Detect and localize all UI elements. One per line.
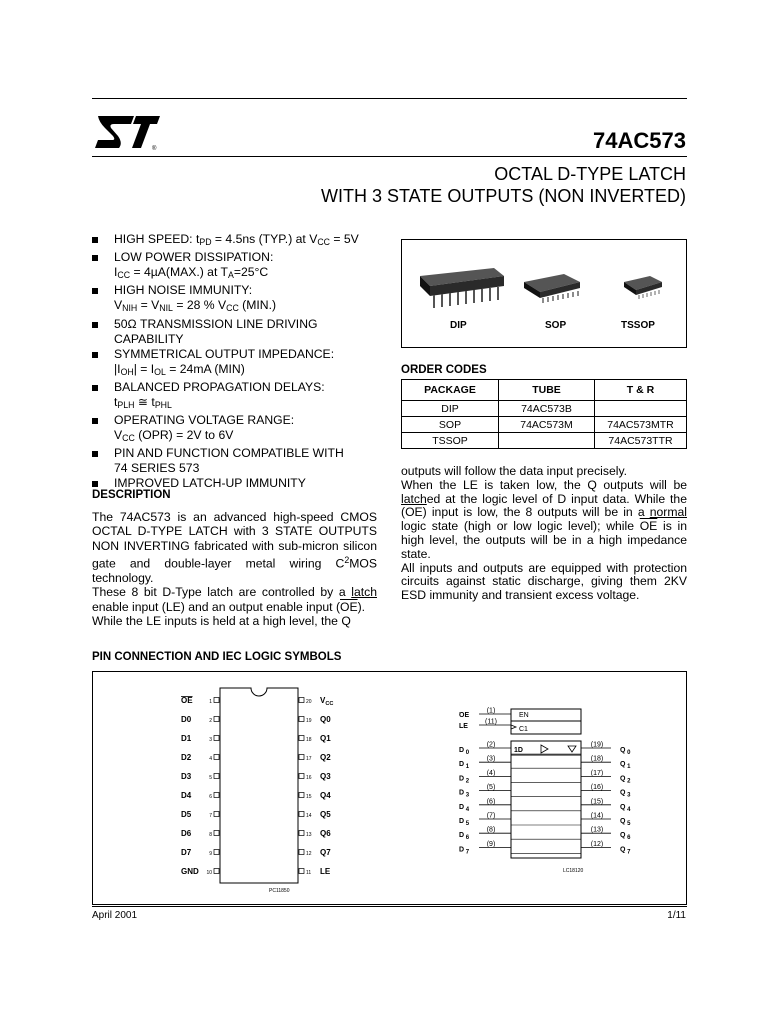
pin-label: OE	[181, 696, 193, 705]
pin-number: (12)	[590, 840, 604, 848]
iec-logic-symbol	[459, 708, 631, 875]
title-rule	[92, 156, 687, 157]
pin-stub	[214, 717, 219, 722]
pin-stub	[299, 812, 304, 817]
part-number: 74AC573	[593, 128, 686, 153]
pin-label: D 1	[459, 761, 470, 771]
table-cell: 74AC573B	[499, 401, 595, 417]
table-cell: SOP	[402, 417, 499, 433]
pin-label: D1	[181, 734, 192, 743]
pin-label: D2	[181, 753, 192, 762]
feature-item: BALANCED PROPAGATION DELAYS: $t_{PLH}$ ≅ $t_{PHL}$	[92, 380, 382, 413]
pin-label: Q5	[320, 810, 331, 819]
sop-package-image	[524, 274, 580, 303]
package-label-tssop: TSSOP	[621, 320, 655, 331]
pin-stub	[214, 869, 219, 874]
feature-item: HIGH SPEED: $t_{PD} = 4.5ns$ (TYP.) at $V_{CC} = 5V$	[92, 232, 382, 250]
tssop-package-image	[624, 276, 662, 299]
pin-number: (14)	[590, 812, 604, 820]
pin-stub	[214, 755, 219, 760]
pin-number: 14	[306, 813, 312, 819]
order-codes-table	[401, 379, 687, 449]
package-label-sop: SOP	[545, 320, 567, 331]
pin-stub	[214, 774, 219, 779]
table-header: TUBE	[499, 380, 595, 401]
pin-number: (1)	[486, 707, 496, 715]
pin-label: LE	[320, 867, 331, 876]
pin-stub	[214, 850, 219, 855]
pin-label: D 3	[459, 789, 470, 799]
table-cell: 74AC573TTR	[595, 433, 687, 449]
footer-date: April 2001	[92, 910, 138, 921]
table-cell	[499, 433, 595, 449]
order-codes-title: ORDER CODES	[401, 364, 487, 376]
pin-number: (15)	[590, 798, 604, 806]
pin-label: Q 6	[620, 832, 631, 842]
pin-diagrams-box	[92, 671, 687, 905]
pin-label: D5	[181, 810, 192, 819]
feature-item: 50Ω TRANSMISSION LINE DRIVING CAPABILITY	[92, 317, 382, 347]
dip-pinout-diagram	[181, 688, 333, 894]
table-header: PACKAGE	[402, 380, 499, 401]
pin-label: D 5	[459, 818, 470, 827]
st-logo	[92, 110, 164, 154]
pin-number: (11)	[485, 718, 497, 726]
pin-number: 20	[306, 699, 312, 705]
footer-rule	[92, 906, 687, 907]
pin-diagrams	[93, 672, 688, 906]
pin-label: Q 2	[620, 775, 631, 785]
pin-number: 19	[306, 718, 312, 724]
package-drawings	[402, 240, 688, 349]
pin-label: D3	[181, 772, 192, 781]
pin-stub	[214, 831, 219, 836]
feature-item: IMPROVED LATCH-UP IMMUNITY	[92, 476, 382, 491]
feature-item: HIGH NOISE IMMUNITY: $V_{NIH} = V_{NIL} = 28$ % $V_{CC}$ (MIN.)	[92, 283, 382, 316]
clock-triangle-icon	[511, 725, 516, 729]
table-cell: 74AC573M	[499, 417, 595, 433]
iec-en-label: EN	[519, 712, 529, 719]
pin-number: 7	[209, 813, 212, 819]
pin-figure-code: PC11850	[269, 888, 290, 894]
description-left	[92, 488, 377, 629]
pin-label: Q6	[320, 829, 331, 838]
description-title: DESCRIPTION	[92, 489, 171, 501]
pin-label: D0	[181, 715, 192, 724]
pin-stub	[299, 831, 304, 836]
pin-label: Q2	[320, 753, 331, 762]
pin-label: D 6	[459, 832, 470, 842]
pin-label: Q 0	[620, 747, 631, 756]
pin-label: D4	[181, 791, 192, 800]
iec-c1-label: C1	[519, 726, 528, 733]
pin-number: 12	[306, 851, 312, 857]
pin-label: Q3	[320, 772, 331, 781]
pin-number: (19)	[590, 741, 604, 749]
dip-package-image	[420, 268, 504, 308]
pin-label: Q 4	[620, 803, 631, 813]
pin-label: D 4	[459, 803, 470, 813]
pin-label: $V_{CC}$	[320, 696, 334, 707]
pin-number: (17)	[590, 769, 604, 777]
pin-number: 9	[209, 851, 212, 857]
footer-page: 1/11	[667, 910, 686, 921]
feature-item: OPERATING VOLTAGE RANGE: $V_{CC}$ (OPR) = 2V to 6V	[92, 413, 382, 446]
pin-label: D 2	[459, 775, 470, 785]
pin-stub	[299, 850, 304, 855]
pin-label: Q 7	[620, 846, 631, 856]
pin-section-title: PIN CONNECTION AND IEC LOGIC SYMBOLS	[92, 651, 342, 663]
pin-label: Q4	[320, 791, 331, 800]
table-row	[402, 433, 687, 449]
pin-label: GND	[181, 867, 199, 876]
features-list	[92, 232, 382, 491]
pin-number: (7)	[486, 812, 496, 820]
pin-stub	[299, 793, 304, 798]
table-header-row	[402, 380, 687, 401]
pin-stub	[299, 774, 304, 779]
pin-label: Q 3	[620, 789, 631, 799]
table-cell	[595, 401, 687, 417]
pin-label: OE	[459, 712, 470, 719]
pin-number: (16)	[590, 784, 604, 792]
pin-stub	[299, 736, 304, 741]
pin-number: 15	[306, 794, 312, 800]
pin-stub	[214, 698, 219, 703]
pin-number: (2)	[486, 741, 496, 749]
title-line-2: WITH 3 STATE OUTPUTS (NON INVERTED)	[320, 186, 686, 206]
feature-item: PIN AND FUNCTION COMPATIBLE WITH 74 SERIES 573	[92, 446, 382, 476]
description-right: outputs will follow the data input precisely. When the LE is taken low, the Q outputs will be latched at the logic level of D input data. While the $(\overline{OE})$ input is low, the 8 outputs will be in a normal logic state (high or low logic level); while $\overline{OE}$ is in high level, the outputs will be in a high impedance state. All inputs and outputs are equipped with protection circuits against static discharge, giving them 2KV ESD immunity and transient excess voltage.	[401, 464, 687, 603]
description-body: The 74AC573 is an advanced high-speed CMOS OCTAL D-TYPE LATCH with 3 STATE OUTPUTS NON INVERTING fabricated with sub-micron silicon gate and double-layer metal wiring $C^2MOS$ technology. These 8 bit D-Type latch are controlled by a latch enable input (LE) and an output enable input $(\overline{OE})$. While the LE inputs is held at a high level, the Q	[92, 509, 377, 629]
pin-number: 18	[306, 737, 312, 743]
feature-item: LOW POWER DISSIPATION: $I_{CC} = 4\mu A(MAX.)$ at $T_A=25^\circ C$	[92, 250, 382, 283]
pin-stub	[214, 793, 219, 798]
pin-number: 8	[209, 832, 212, 838]
buffer-triangle-icon	[541, 745, 548, 753]
pin-number: (9)	[486, 840, 496, 848]
package-images-box	[401, 239, 687, 348]
table-cell: TSSOP	[402, 433, 499, 449]
table-cell: DIP	[402, 401, 499, 417]
pin-number: 10	[206, 870, 212, 876]
top-rule	[92, 98, 687, 99]
pin-label: D 0	[459, 747, 470, 756]
pin-label: Q 5	[620, 818, 631, 827]
pin-number: 5	[209, 775, 212, 781]
table-header: T & R	[595, 380, 687, 401]
pin-number: (13)	[590, 826, 604, 834]
pin-label: Q1	[320, 734, 331, 743]
pin-number: (8)	[486, 826, 496, 834]
pin-number: 13	[306, 832, 312, 838]
table-row	[402, 417, 687, 433]
pin-stub	[299, 755, 304, 760]
pin-label: D 7	[459, 846, 470, 856]
pin-stub	[214, 736, 219, 741]
iec-1d-label: 1D	[514, 747, 523, 754]
pin-label: LE	[459, 723, 468, 730]
svg-text:®: ®	[152, 146, 157, 152]
table-row	[402, 401, 687, 417]
pin-stub	[299, 717, 304, 722]
pin-number: (5)	[486, 784, 496, 792]
device-title	[321, 163, 686, 207]
pin-number: (4)	[486, 769, 496, 777]
pin-stub	[299, 869, 304, 874]
iec-figure-code: LC18120	[563, 868, 584, 874]
pin-number: 1	[209, 699, 212, 705]
pin-number: 11	[306, 870, 312, 876]
pin-number: (18)	[590, 755, 604, 763]
feature-item: SYMMETRICAL OUTPUT IMPEDANCE: $|I_{OH}| = I_{OL} = 24mA$ (MIN)	[92, 347, 382, 380]
pin-label: Q7	[320, 848, 331, 857]
pin-label: Q 1	[620, 761, 631, 771]
pin-stub	[299, 698, 304, 703]
pin-label: D6	[181, 829, 192, 838]
pin-label: D7	[181, 848, 192, 857]
pin-stub	[214, 812, 219, 817]
pin-number: (3)	[486, 755, 496, 763]
pin-number: 6	[209, 794, 212, 800]
tristate-triangle-icon	[568, 746, 576, 752]
pin-label: Q0	[320, 715, 331, 724]
package-label-dip: DIP	[450, 320, 467, 331]
table-cell: 74AC573MTR	[595, 417, 687, 433]
pin-number: 2	[209, 718, 212, 724]
pin-number: 4	[209, 756, 212, 762]
title-line-1: OCTAL D-TYPE LATCH	[494, 164, 686, 184]
pin-number: (6)	[486, 798, 496, 806]
pin-number: 16	[306, 775, 312, 781]
pin-number: 17	[306, 756, 312, 762]
pin-number: 3	[209, 737, 212, 743]
